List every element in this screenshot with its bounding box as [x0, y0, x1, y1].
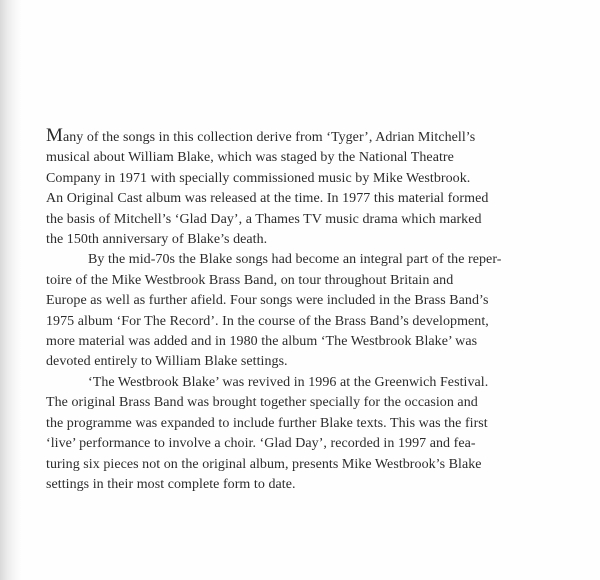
text-line: more material was added and in 1980 the album ‘The Westbrook Blake’ was — [46, 334, 478, 350]
text-line: settings in their most complete form to date. — [46, 476, 296, 492]
text-line: Company in 1971 with specially commissioned music by Mike Westbrook. — [46, 170, 471, 186]
text-line: An Original Cast album was released at the time. In 1977 this material formed — [46, 191, 489, 207]
text-line: 1975 album ‘For The Record’. In the course of the Brass Band’s development, — [46, 313, 489, 329]
text-line: Europe as well as further afield. Four songs were included in the Brass Band’s — [46, 293, 489, 309]
paragraph-3 — [46, 373, 586, 495]
text-line-content: any of the songs in this collection derive from ‘Tyger’, Adrian Mitchell’s — [62, 130, 476, 145]
text-line: devoted entirely to William Blake settings. — [46, 354, 288, 370]
text-line: turing six pieces not on the original album, presents Mike Westbrook’s Blake — [46, 456, 482, 472]
text-line: the programme was expanded to include further Blake texts. This was the first — [46, 415, 488, 431]
drop-cap: M — [46, 125, 63, 146]
paragraph-1 — [46, 126, 586, 250]
page-fold-shadow — [0, 0, 22, 580]
text-line — [46, 126, 586, 148]
text-line: musical about William Blake, which was staged by the National Theatre — [46, 150, 454, 166]
paragraph-2 — [46, 250, 586, 372]
text-line: toire of the Mike Westbrook Brass Band, on tour throughout Britain and — [46, 272, 454, 288]
text-line: ‘The Westbrook Blake’ was revived in 1996 at the Greenwich Festival. — [88, 374, 489, 390]
text-line: The original Brass Band was brought together specially for the occasion and — [46, 395, 478, 411]
text-line: the basis of Mitchell’s ‘Glad Day’, a Thames TV music drama which marked — [46, 211, 482, 227]
text-line: ‘live’ performance to involve a choir. ‘Glad Day’, recorded in 1997 and fea- — [46, 436, 476, 452]
text-line: By the mid-70s the Blake songs had become an integral part of the reper- — [88, 252, 502, 268]
liner-notes-text — [46, 126, 586, 495]
text-line: the 150th anniversary of Blake’s death. — [46, 232, 268, 248]
